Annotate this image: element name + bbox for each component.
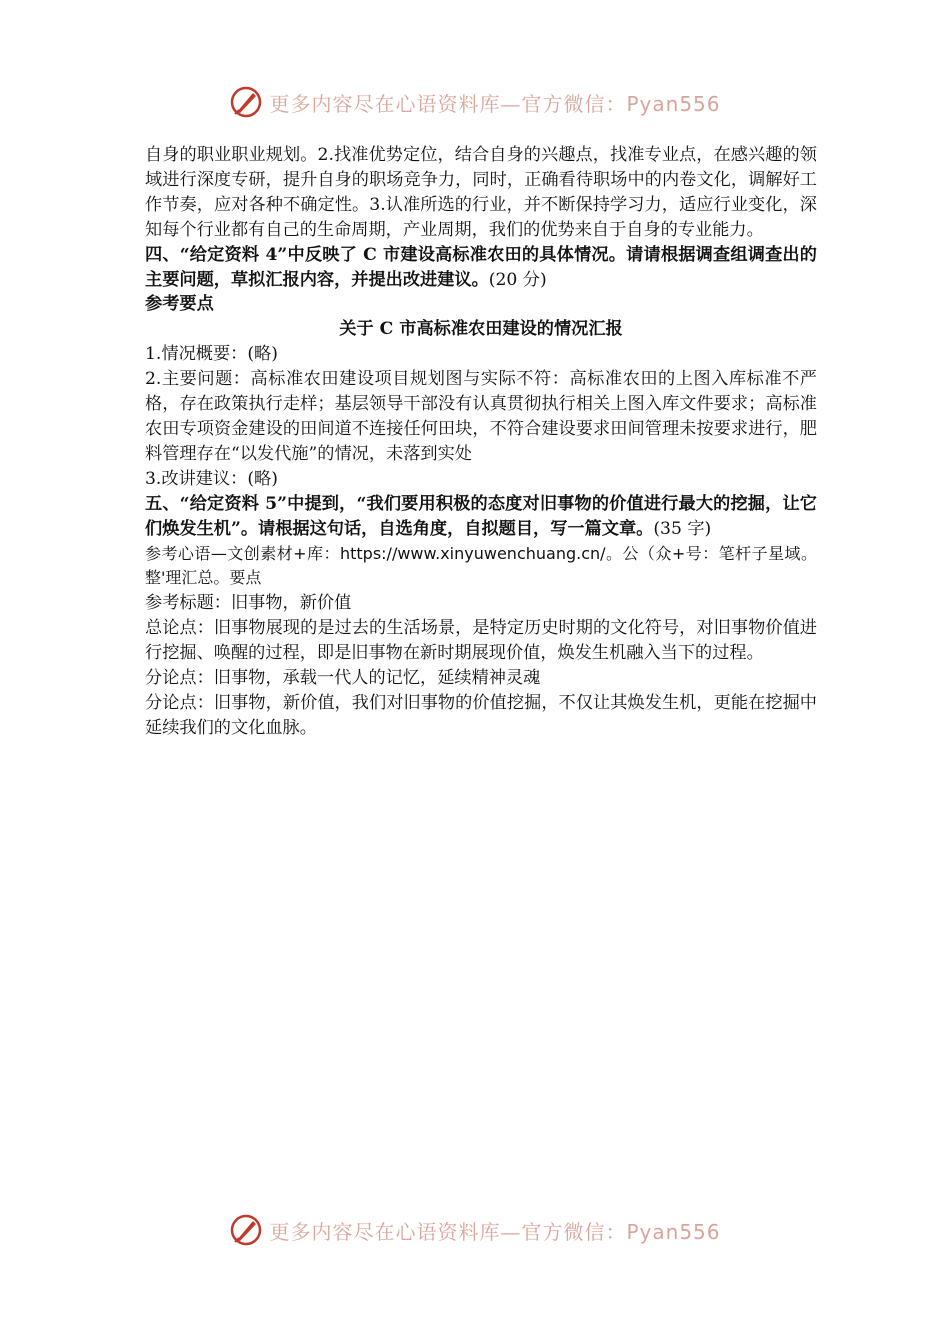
question-5-text: 五、“给定资料 5”中提到，“我们要用积极的态度对旧事物的价值进行最大的挖掘，让它们焕发生机”。请根据这句话，自选角度，自拟题目，写一篇文章。: [145, 493, 817, 539]
paragraph: 自身的职业职业规划。2.找准优势定位，结合自身的兴趣点，找准专业点，在感兴趣的领域进行深度专研，提升自身的职场竞争力，同时，正确看待职场中的内卷文化，调解好工作节奏，应对各种不确定性。3.认准所选的行业，并不断保持学习力，适应行业变化，深知每个行业都有自己的生命周期，产业周期，我们的优势来自于自身的专业能力。: [145, 145, 817, 240]
question-4-score: (20 分): [488, 269, 547, 290]
question-4: [145, 243, 817, 293]
reference-source-line: 参考心语—文创素材+库：https://www.xinyuwenchuang.cn/。公（众+号：笔杆子星域。整'理汇总。要点: [145, 543, 817, 588]
wechat-id: Pyan556: [626, 91, 721, 116]
report-item-1: 1.情况概要：(略): [145, 344, 278, 365]
report-title: 关于 C 市高标准农田建设的情况汇报: [339, 319, 623, 340]
quill-logo-icon: [229, 85, 263, 119]
document-body: [145, 143, 817, 741]
report-item-3: 3.改讲建议：(略): [145, 468, 278, 489]
banner-text: 更多内容尽在心语资料库—官方微信：Pyan556: [269, 1219, 721, 1244]
question-5-score: (35 字): [653, 518, 712, 539]
question-5: [145, 492, 817, 542]
quill-logo-icon: [229, 1213, 263, 1247]
reference-title: 参考标题：旧事物，新价值: [145, 593, 352, 614]
header-banner: [0, 82, 950, 122]
reference-label: 参考要点: [145, 294, 214, 315]
report-item-2: 2.主要问题：高标准农田建设项目规划图与实际不符：高标准农田的上图入库标准不严格，存在政策执行走样；基层领导干部没有认真贯彻执行相关上图入库文件要求；高标准农田专项资金建设的田间道不连接任何田块，不符合建设要求田间管理未按要求进行，肥料管理存在“以发代施”的情况，未落到实处: [145, 369, 817, 464]
main-argument: 总论点：旧事物展现的是过去的生活场景，是特定历史时期的文化符号，对旧事物价值进行挖掘、唤醒的过程，即是旧事物在新时期展现价值，焕发生机融入当下的过程。: [145, 618, 817, 664]
question-4-text: 四、“给定资料 4”中反映了 C 市建设高标准农田的具体情况。请请根据调查组调查出的主要问题，草拟汇报内容，并提出改进建议。: [145, 244, 817, 290]
sub-argument-1: 分论点：旧事物，承载一代人的记忆，延续精神灵魂: [145, 668, 541, 689]
wechat-id: Pyan556: [626, 1219, 721, 1244]
sub-argument-2: 分论点：旧事物，新价值，我们对旧事物的价值挖掘，不仅让其焕发生机，更能在挖掘中延续我们的文化血脉。: [145, 692, 817, 738]
footer-banner: [0, 1210, 950, 1250]
banner-text: 更多内容尽在心语资料库—官方微信：Pyan556: [269, 91, 721, 116]
